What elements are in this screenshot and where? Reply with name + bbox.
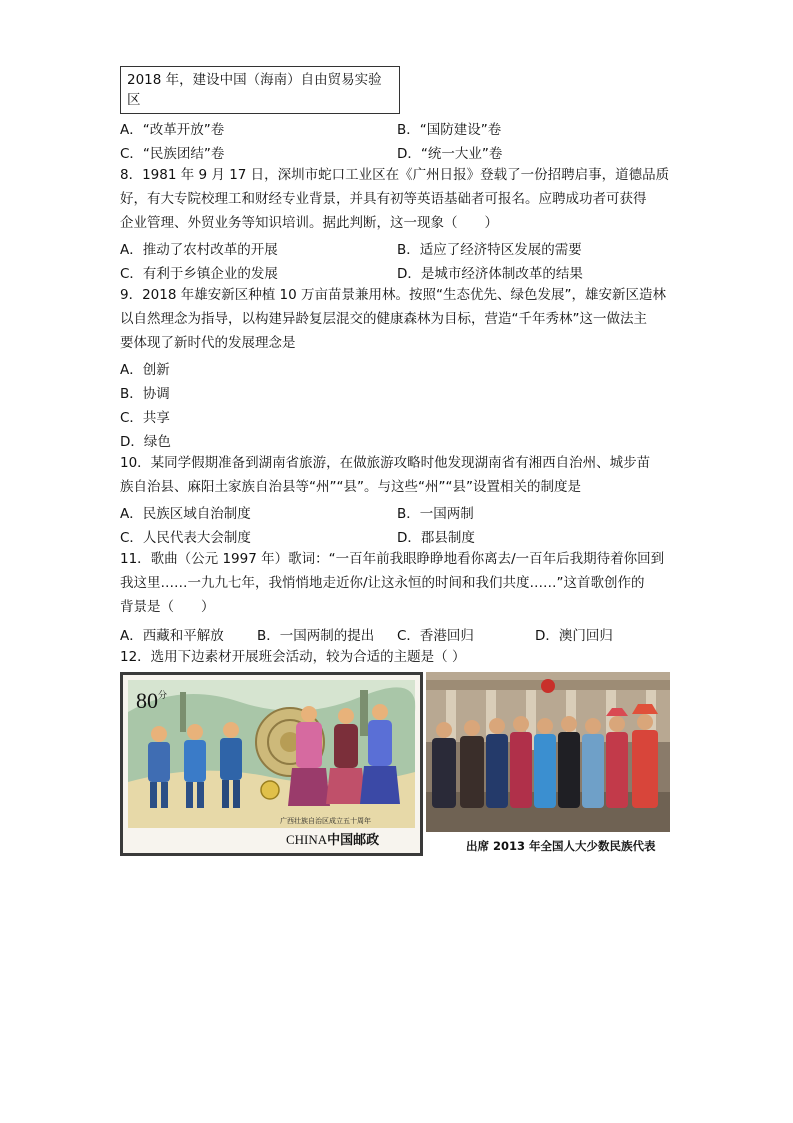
q9-stem-line-2: 以自然理念为指导，以构建异龄复层混交的健康森林为目标，营造“千年秀林”这一做法主 xyxy=(120,311,647,327)
q11-stem-line-3: 背景是（ ） xyxy=(120,599,215,615)
material-line-2: 区 xyxy=(127,92,141,108)
q10-option-b: B．一国两制 xyxy=(397,506,474,522)
material-box xyxy=(120,66,400,114)
q9-option-d: D．绿色 xyxy=(120,434,171,450)
stamp-brand-cn: 中国邮政 xyxy=(327,832,380,847)
q7-option-d: D．“统一大业”卷 xyxy=(397,146,503,162)
q11-option-d: D．澳门回归 xyxy=(535,628,613,644)
q10-stem-line-1: 10．某同学假期准备到湖南省旅游，在做旅游攻略时他发现湖南省有湘西自治州、城步苗 xyxy=(120,455,651,471)
q7-option-b: B．“国防建设”卷 xyxy=(397,122,502,138)
photo-caption: 出席 2013 年全国人大少数民族代表 xyxy=(466,839,656,853)
q8-stem-line-1: 8．1981 年 9 月 17 日，深圳市蛇口工业区在《广州日报》登载了一份招聘启事，道德品质 xyxy=(120,167,670,183)
stamp-brand-en: CHINA xyxy=(286,832,328,847)
material-line-1: 2018 年，建设中国（海南）自由贸易实验 xyxy=(127,72,382,88)
stamp-denomination-value: 80 xyxy=(136,688,158,713)
q8-stem-line-2: 好，有大专院校理工和财经专业背景，并具有初等英语基础者可报名。应聘成功者可获得 xyxy=(120,191,647,207)
delegates-photo xyxy=(426,672,670,832)
q11-stem-line-1: 11．歌曲（公元 1997 年）歌词：“一百年前我眼睁睁地看你离去/一百年后我期待着你回到 xyxy=(120,551,665,567)
q8-option-c: C．有利于乡镇企业的发展 xyxy=(120,266,278,282)
q11-stem-line-2: 我这里……一九九七年，我悄悄地走近你/让这永恒的时间和我们共度……”这首歌创作的 xyxy=(120,575,645,591)
q9-stem-line-3: 要体现了新时代的发展理念是 xyxy=(120,335,296,351)
stamp-denomination xyxy=(136,688,167,714)
q10-option-a: A．民族区域自治制度 xyxy=(120,506,251,522)
delegates-photo-illustration xyxy=(426,672,670,832)
stamp-brand xyxy=(286,829,379,848)
q11-option-c: C．香港回归 xyxy=(397,628,474,644)
q7-option-a: A．“改革开放”卷 xyxy=(120,122,225,138)
q9-stem-line-1: 9．2018 年雄安新区种植 10 万亩苗景兼用林。按照“生态优先、绿色发展”，雄安新区造林 xyxy=(120,287,666,303)
q9-option-b: B．协调 xyxy=(120,386,170,402)
q10-option-d: D．郡县制度 xyxy=(397,530,475,546)
q11-option-b: B．一国两制的提出 xyxy=(257,628,375,644)
stamp-denomination-unit: 分 xyxy=(158,690,168,700)
q9-option-c: C．共享 xyxy=(120,410,170,426)
stamp-subtitle: 广西壮族自治区成立五十周年 xyxy=(280,817,371,825)
q8-option-b: B．适应了经济特区发展的需要 xyxy=(397,242,582,258)
q12-stem: 12．选用下边素材开展班会活动，较为合适的主题是（ ） xyxy=(120,649,466,665)
stamp-image xyxy=(120,672,423,856)
q8-option-d: D．是城市经济体制改革的结果 xyxy=(397,266,583,282)
q8-option-a: A．推动了农村改革的开展 xyxy=(120,242,278,258)
q9-option-a: A．创新 xyxy=(120,362,170,378)
q10-option-c: C．人民代表大会制度 xyxy=(120,530,251,546)
q7-option-c: C．“民族团结”卷 xyxy=(120,146,225,162)
q11-option-a: A．西藏和平解放 xyxy=(120,628,224,644)
q10-stem-line-2: 族自治县、麻阳土家族自治县等“州”“县”。与这些“州”“县”设置相关的制度是 xyxy=(120,479,581,495)
q8-stem-line-3: 企业管理、外贸业务等知识培训。据此判断，这一现象（ ） xyxy=(120,215,498,231)
